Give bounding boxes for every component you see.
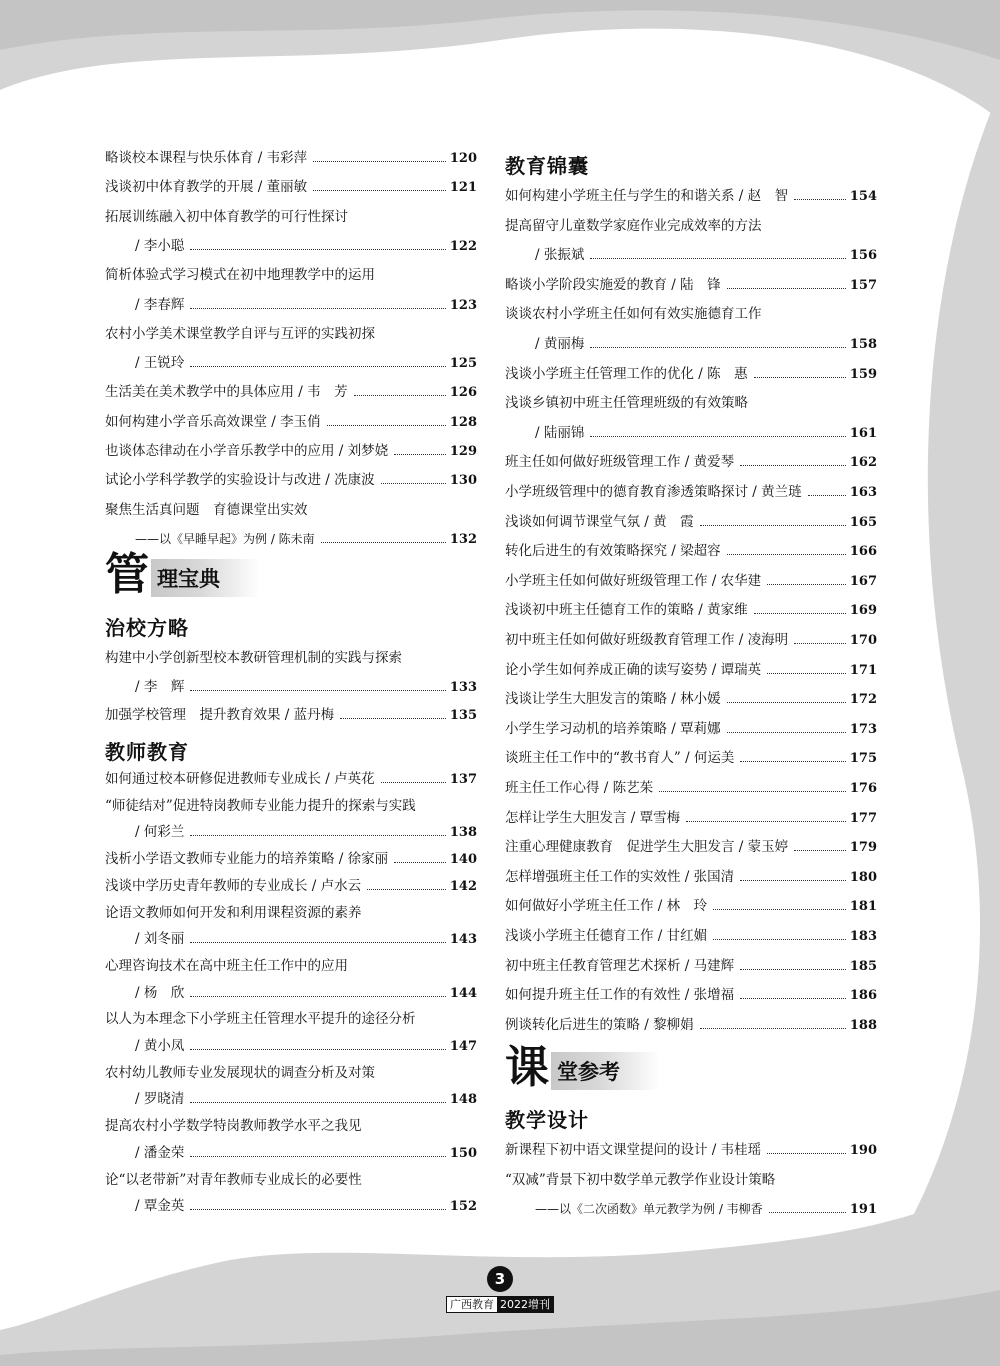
toc-entry-page: 191: [849, 1202, 877, 1217]
toc-entry-title: 如何做好小学班主任工作 / 林 玲: [505, 898, 708, 915]
toc-entry-page: 140: [449, 852, 477, 868]
toc-entry-title: / 刘冬丽: [135, 931, 185, 948]
toc-entry-page: 120: [449, 151, 477, 166]
toc-leader-dots: [727, 702, 846, 703]
toc-entry-page: 159: [849, 366, 877, 382]
toc-entry-title: 论小学生如何养成正确的读写姿势 / 谭瑞英: [505, 661, 762, 678]
toc-entry[interactable]: [105, 177, 477, 197]
toc-entry-page: 188: [849, 1017, 877, 1033]
toc-entry-page: 130: [449, 473, 477, 489]
toc-entry-title: 试论小学科学教学的实验设计与改进 / 冼康波: [105, 472, 375, 489]
toc-entry-title: 加强学校管理 提升教育效果 / 蓝丹梅: [105, 707, 335, 723]
toc-entry-title: 略谈小学阶段实施爱的教育 / 陆 锋: [505, 276, 721, 293]
toc-entry[interactable]: [105, 295, 477, 315]
toc-entry[interactable]: [505, 482, 877, 502]
toc-entry[interactable]: [105, 796, 477, 816]
toc-entry-title: / 张振斌: [535, 247, 585, 264]
toc-entry[interactable]: [505, 867, 877, 887]
toc-entry-title: 注重心理健康教育 促进学生大胆发言 / 蒙玉婷: [505, 839, 789, 856]
toc-entry[interactable]: [105, 470, 477, 490]
toc-entry[interactable]: [505, 512, 877, 532]
toc-entry-title: 如何提升班主任工作的有效性 / 张增福: [505, 987, 735, 1004]
toc-entry-title: 浅谈初中体育教学的开展 / 董丽敏: [105, 179, 308, 196]
toc-leader-dots: [190, 1102, 446, 1103]
toc-entry-title: ——以《二次函数》单元教学为例 / 韦柳香: [535, 1202, 763, 1216]
toc-leader-dots: [659, 791, 846, 792]
toc-entry-title: 班主任工作心得 / 陈艺茱: [505, 780, 654, 796]
toc-entry-title: 班主任如何做好班级管理工作 / 黄爱琴: [505, 454, 735, 471]
toc-entry[interactable]: [505, 778, 877, 798]
toc-entry-title: 拓展训练融入初中体育教学的可行性探讨: [105, 208, 348, 225]
toc-entry[interactable]: [505, 719, 877, 739]
toc-entry-page: 186: [849, 988, 877, 1004]
toc-leader-dots: [190, 835, 446, 836]
toc-entry-title: / 李 辉: [135, 678, 185, 695]
toc-entry-page: 138: [449, 825, 477, 841]
toc-entry[interactable]: [105, 148, 477, 168]
toc-entry[interactable]: [505, 452, 877, 472]
toc-entry-title: 浅谈让学生大胆发言的策略 / 林小媛: [505, 691, 721, 708]
toc-entry[interactable]: [105, 769, 477, 789]
toc-entry-title: 浅谈如何调节课堂气氛 / 黄 霞: [505, 513, 694, 530]
toc-entry-title: 小学班级管理中的德育教育渗透策略探讨 / 黄兰琏: [505, 484, 802, 500]
toc-entry-title: 略谈校本课程与快乐体育 / 韦彩萍: [105, 150, 308, 166]
toc-leader-dots: [381, 483, 446, 484]
toc-entry-page: 150: [449, 1145, 477, 1161]
toc-entry[interactable]: [505, 630, 877, 650]
subsection-jiaoshi: 教师教育: [105, 740, 189, 764]
toc-entry-title: 初中班主任教育管理艺术探析 / 马建辉: [505, 957, 735, 974]
toc-leader-dots: [713, 939, 846, 940]
toc-leader-dots: [394, 862, 446, 863]
toc-entry-title: / 覃金英: [135, 1198, 185, 1215]
toc-leader-dots: [700, 525, 846, 526]
toc-entry[interactable]: [505, 216, 877, 236]
toc-entry-page: 183: [849, 929, 877, 944]
toc-entry[interactable]: [505, 1015, 877, 1035]
toc-entry-page: 166: [849, 544, 877, 560]
toc-entry[interactable]: [105, 1009, 477, 1029]
toc-leader-dots: [700, 1028, 846, 1029]
toc-entry[interactable]: [105, 1116, 477, 1136]
toc-entry-title: / 黄小凤: [135, 1038, 185, 1054]
toc-entry-title: 提高留守儿童数学家庭作业完成效率的方法: [505, 217, 762, 234]
toc-entry-page: 171: [849, 662, 877, 678]
toc-leader-dots: [794, 643, 846, 644]
toc-entry-title: 构建中小学创新型校本教研管理机制的实践与探索: [105, 650, 402, 666]
toc-entry[interactable]: [105, 412, 477, 432]
toc-leader-dots: [727, 288, 846, 289]
toc-leader-dots: [354, 395, 446, 396]
toc-leader-dots: [190, 249, 446, 250]
toc-leader-dots: [754, 613, 846, 614]
toc-entry-page: 163: [849, 485, 877, 500]
toc-entry-title: / 杨 欣: [135, 984, 185, 1001]
toc-entry[interactable]: [505, 926, 877, 946]
section-management-big-char: 管: [105, 549, 149, 600]
toc-entry-title: 如何构建小学班主任与学生的和谐关系 / 赵 智: [505, 188, 789, 204]
toc-entry-title: 浅析小学语文教师专业能力的培养策略 / 徐家丽: [105, 851, 389, 868]
toc-entry[interactable]: [105, 903, 477, 923]
toc-entry-title: 论“以老带新”对青年教师专业成长的必要性: [105, 1171, 362, 1188]
toc-leader-dots: [754, 377, 846, 378]
toc-leader-dots: [808, 495, 846, 496]
toc-entry[interactable]: [105, 265, 477, 285]
toc-entry[interactable]: [505, 245, 877, 265]
toc-entry-title: 新课程下初中语文课堂提问的设计 / 韦桂瑶: [505, 1142, 762, 1158]
toc-entry[interactable]: [105, 441, 477, 461]
toc-entry-title: 浅谈中学历史青年教师的专业成长 / 卢水云: [105, 877, 362, 894]
toc-entry[interactable]: [105, 1036, 477, 1056]
toc-entry-page: 181: [849, 899, 877, 915]
toc-leader-dots: [190, 1049, 446, 1050]
toc-entry[interactable]: [105, 353, 477, 373]
section-management-heading: [105, 549, 260, 600]
toc-entry-title: / 黄丽梅: [535, 336, 585, 352]
magazine-name: 广西教育: [447, 1297, 497, 1312]
toc-entry[interactable]: [505, 985, 877, 1005]
toc-entry-page: 158: [849, 337, 877, 352]
toc-entry-title: / 何彩兰: [135, 824, 185, 841]
toc-entry[interactable]: [505, 393, 877, 413]
toc-entry[interactable]: [505, 808, 877, 828]
toc-entry[interactable]: [105, 1089, 477, 1109]
magazine-issue: 2022增刊: [497, 1297, 553, 1312]
toc-entry-title: / 潘金荣: [135, 1144, 185, 1161]
toc-entry-page: 156: [849, 248, 877, 264]
toc-entry-page: 175: [849, 751, 877, 767]
toc-entry-page: 143: [449, 932, 477, 948]
toc-entry-page: 172: [849, 692, 877, 708]
toc-entry-title: 农村小学美术课堂教学自评与互评的实践初探: [105, 325, 375, 342]
toc-entry-title: / 李小聪: [135, 237, 185, 254]
toc-leader-dots: [327, 425, 446, 426]
toc-leader-dots: [190, 690, 446, 691]
toc-entry[interactable]: [105, 207, 477, 227]
left-column: [105, 0, 477, 1240]
toc-entry-title: 以人为本理念下小学班主任管理水平提升的途径分析: [105, 1011, 416, 1028]
toc-entry[interactable]: [105, 382, 477, 402]
toc-entry-page: 121: [449, 180, 477, 196]
toc-entry[interactable]: [105, 324, 477, 344]
toc-leader-dots: [686, 821, 846, 822]
toc-entry[interactable]: [505, 275, 877, 295]
toc-leader-dots: [727, 554, 846, 555]
toc-entry-page: 126: [449, 385, 477, 401]
toc-entry-page: 162: [849, 455, 877, 471]
toc-entry[interactable]: [505, 1170, 877, 1190]
section-class-heading: [505, 1042, 660, 1093]
toc-entry-page: 122: [449, 238, 477, 254]
toc-entry-page: 173: [849, 721, 877, 737]
toc-leader-dots: [190, 308, 446, 309]
toc-leader-dots: [313, 161, 446, 162]
toc-leader-dots: [590, 436, 846, 437]
toc-entry-page: 147: [449, 1039, 477, 1054]
toc-entry[interactable]: [105, 849, 477, 869]
section-management-rest: 理宝典: [151, 559, 260, 597]
toc-entry-page: 169: [849, 603, 877, 619]
toc-entry-title: 如何构建小学音乐高效课堂 / 李玉俏: [105, 413, 321, 430]
toc-leader-dots: [313, 190, 446, 191]
toc-entry[interactable]: [105, 1196, 477, 1216]
toc-entry-page: 177: [849, 810, 877, 826]
toc-entry-title: “师徒结对”促进特岗教师专业能力提升的探索与实践: [105, 797, 416, 814]
toc-entry[interactable]: [505, 364, 877, 384]
toc-entry-page: 185: [849, 958, 877, 974]
toc-leader-dots: [794, 199, 846, 200]
toc-entry-title: 谈谈农村小学班主任如何有效实施德育工作: [505, 306, 762, 323]
toc-entry[interactable]: [105, 705, 477, 725]
toc-entry-title: / 罗晓清: [135, 1091, 185, 1108]
toc-leader-dots: [190, 366, 446, 367]
toc-leader-dots: [394, 454, 446, 455]
toc-entry-title: 论语文教师如何开发和利用课程资源的素养: [105, 904, 362, 921]
right-column: [505, 0, 877, 1240]
toc-entry-page: 176: [849, 781, 877, 796]
toc-leader-dots: [190, 942, 446, 943]
page-number-badge: 3: [487, 1266, 513, 1292]
toc-entry-title: 浅谈小学班主任管理工作的优化 / 陈 惠: [505, 365, 748, 382]
toc-leader-dots: [590, 347, 846, 348]
toc-entry[interactable]: [505, 956, 877, 976]
toc-entry-title: 谈班主任工作中的“教书育人” / 何运美: [505, 750, 735, 767]
toc-entry[interactable]: [105, 500, 477, 520]
toc-entry-title: 聚焦生活真问题 育德课堂出实效: [105, 501, 308, 518]
toc-leader-dots: [381, 782, 446, 783]
toc-leader-dots: [340, 718, 446, 719]
toc-entry-title: 初中班主任如何做好班级教育管理工作 / 凌海明: [505, 632, 789, 648]
toc-entry-title: 提高农村小学数学特岗教师教学水平之我见: [105, 1118, 362, 1135]
section-class-rest: 堂参考: [551, 1052, 660, 1090]
toc-entry[interactable]: [505, 423, 877, 443]
toc-entry-page: 129: [449, 444, 477, 459]
toc-entry[interactable]: [505, 896, 877, 916]
toc-entry-page: 179: [849, 840, 877, 856]
toc-entry[interactable]: [105, 677, 477, 697]
toc-entry-title: / 李春辉: [135, 296, 185, 313]
toc-entry[interactable]: [505, 600, 877, 620]
toc-entry[interactable]: [505, 334, 877, 354]
toc-leader-dots: [740, 969, 846, 970]
toc-leader-dots: [367, 889, 446, 890]
toc-leader-dots: [190, 1209, 446, 1210]
toc-entry[interactable]: [105, 983, 477, 1003]
magazine-label: [446, 1296, 554, 1313]
toc-leader-dots: [767, 1153, 846, 1154]
toc-entry[interactable]: [105, 236, 477, 256]
toc-entry[interactable]: [505, 660, 877, 680]
toc-entry[interactable]: [105, 1143, 477, 1163]
toc-entry[interactable]: [505, 541, 877, 561]
toc-entry-page: 165: [849, 514, 877, 530]
toc-entry-page: 148: [449, 1092, 477, 1108]
toc-entry-title: 怎样让学生大胆发言 / 覃雪梅: [505, 809, 681, 826]
toc-entry[interactable]: [105, 1170, 477, 1190]
toc-leader-dots: [321, 542, 446, 543]
toc-entry-title: 小学生学习动机的培养策略 / 覃莉娜: [505, 720, 721, 737]
toc-entry-title: / 陆丽锦: [535, 424, 585, 441]
toc-entry-page: 154: [849, 189, 877, 204]
toc-entry-title: ——以《早睡早起》为例 / 陈未南: [135, 531, 315, 546]
toc-entry-page: 170: [849, 633, 877, 648]
subsection-zhixiao: 治校方略: [105, 616, 189, 640]
toc-leader-dots: [190, 1156, 446, 1157]
toc-entry-title: 农村幼儿教师专业发展现状的调查分析及对策: [105, 1064, 375, 1081]
toc-entry-title: “双减”背景下初中数学单元教学作业设计策略: [505, 1171, 776, 1188]
toc-leader-dots: [740, 761, 845, 762]
toc-entry[interactable]: [105, 648, 477, 668]
toc-entry-title: 简析体验式学习模式在初中地理教学中的运用: [105, 267, 375, 284]
toc-entry-page: 132: [449, 531, 477, 547]
toc-entry[interactable]: [505, 689, 877, 709]
toc-entry-page: 137: [449, 772, 477, 787]
toc-entry-page: 167: [849, 573, 877, 589]
toc-entry-title: 浅谈初中班主任德育工作的策略 / 黄家维: [505, 602, 748, 619]
toc-leader-dots: [767, 673, 846, 674]
toc-leader-dots: [713, 909, 846, 910]
toc-leader-dots: [727, 732, 846, 733]
toc-entry-page: 161: [849, 425, 877, 441]
toc-entry[interactable]: [105, 929, 477, 949]
toc-entry-title: / 王锐玲: [135, 355, 185, 372]
toc-leader-dots: [590, 258, 846, 259]
toc-entry-page: 152: [449, 1199, 477, 1215]
toc-entry-page: 142: [449, 878, 477, 894]
toc-leader-dots: [740, 880, 846, 881]
toc-entry-title: 浅谈小学班主任德育工作 / 甘红媚: [505, 928, 708, 944]
toc-entry[interactable]: [505, 571, 877, 591]
toc-entry-page: 144: [449, 985, 477, 1001]
toc-entry-page: 133: [449, 679, 477, 695]
toc-entry[interactable]: [105, 529, 477, 549]
toc-entry[interactable]: [105, 822, 477, 842]
toc-entry-title: 生活美在美术教学中的具体应用 / 韦 芳: [105, 384, 348, 401]
toc-entry-title: 心理咨询技术在高中班主任工作中的应用: [105, 957, 348, 974]
toc-leader-dots: [769, 1212, 846, 1213]
toc-entry-title: 转化后进生的有效策略探究 / 梁超容: [505, 543, 721, 560]
toc-entry-title: 也谈体态律动在小学音乐教学中的应用 / 刘梦娆: [105, 443, 389, 459]
subsection-jinnang: 教育锦囊: [505, 154, 589, 178]
toc-leader-dots: [794, 850, 846, 851]
toc-entry-page: 157: [849, 277, 877, 293]
toc-entry-title: 例谈转化后进生的策略 / 黎柳娟: [505, 1016, 694, 1033]
toc-entry-page: 123: [449, 297, 477, 313]
toc-entry[interactable]: [105, 1063, 477, 1083]
toc-leader-dots: [767, 584, 846, 585]
toc-entry-page: 190: [849, 1143, 877, 1158]
toc-entry[interactable]: [505, 748, 877, 768]
toc-entry-title: 如何通过校本研修促进教师专业成长 / 卢英花: [105, 771, 375, 787]
toc-leader-dots: [740, 998, 846, 999]
toc-leader-dots: [740, 465, 846, 466]
toc-entry[interactable]: [105, 956, 477, 976]
toc-entry[interactable]: [505, 186, 877, 206]
toc-leader-dots: [190, 996, 446, 997]
toc-entry-page: 135: [449, 708, 477, 723]
toc-entry-title: 怎样增强班主任工作的实效性 / 张国清: [505, 868, 735, 885]
toc-entry-page: 125: [449, 356, 477, 372]
toc-entry[interactable]: [505, 1140, 877, 1160]
toc-entry-page: 128: [449, 414, 477, 430]
subsection-sheji: 教学设计: [505, 1108, 589, 1132]
toc-entry-title: 浅谈乡镇初中班主任管理班级的有效策略: [505, 395, 748, 412]
toc-entry-title: 小学班主任如何做好班级管理工作 / 农华建: [505, 572, 762, 589]
toc-entry[interactable]: [505, 837, 877, 857]
toc-entry[interactable]: [505, 1199, 877, 1219]
toc-entry[interactable]: [505, 304, 877, 324]
section-class-big-char: 课: [505, 1042, 549, 1093]
toc-entry-page: 180: [849, 869, 877, 885]
toc-entry[interactable]: [105, 876, 477, 896]
